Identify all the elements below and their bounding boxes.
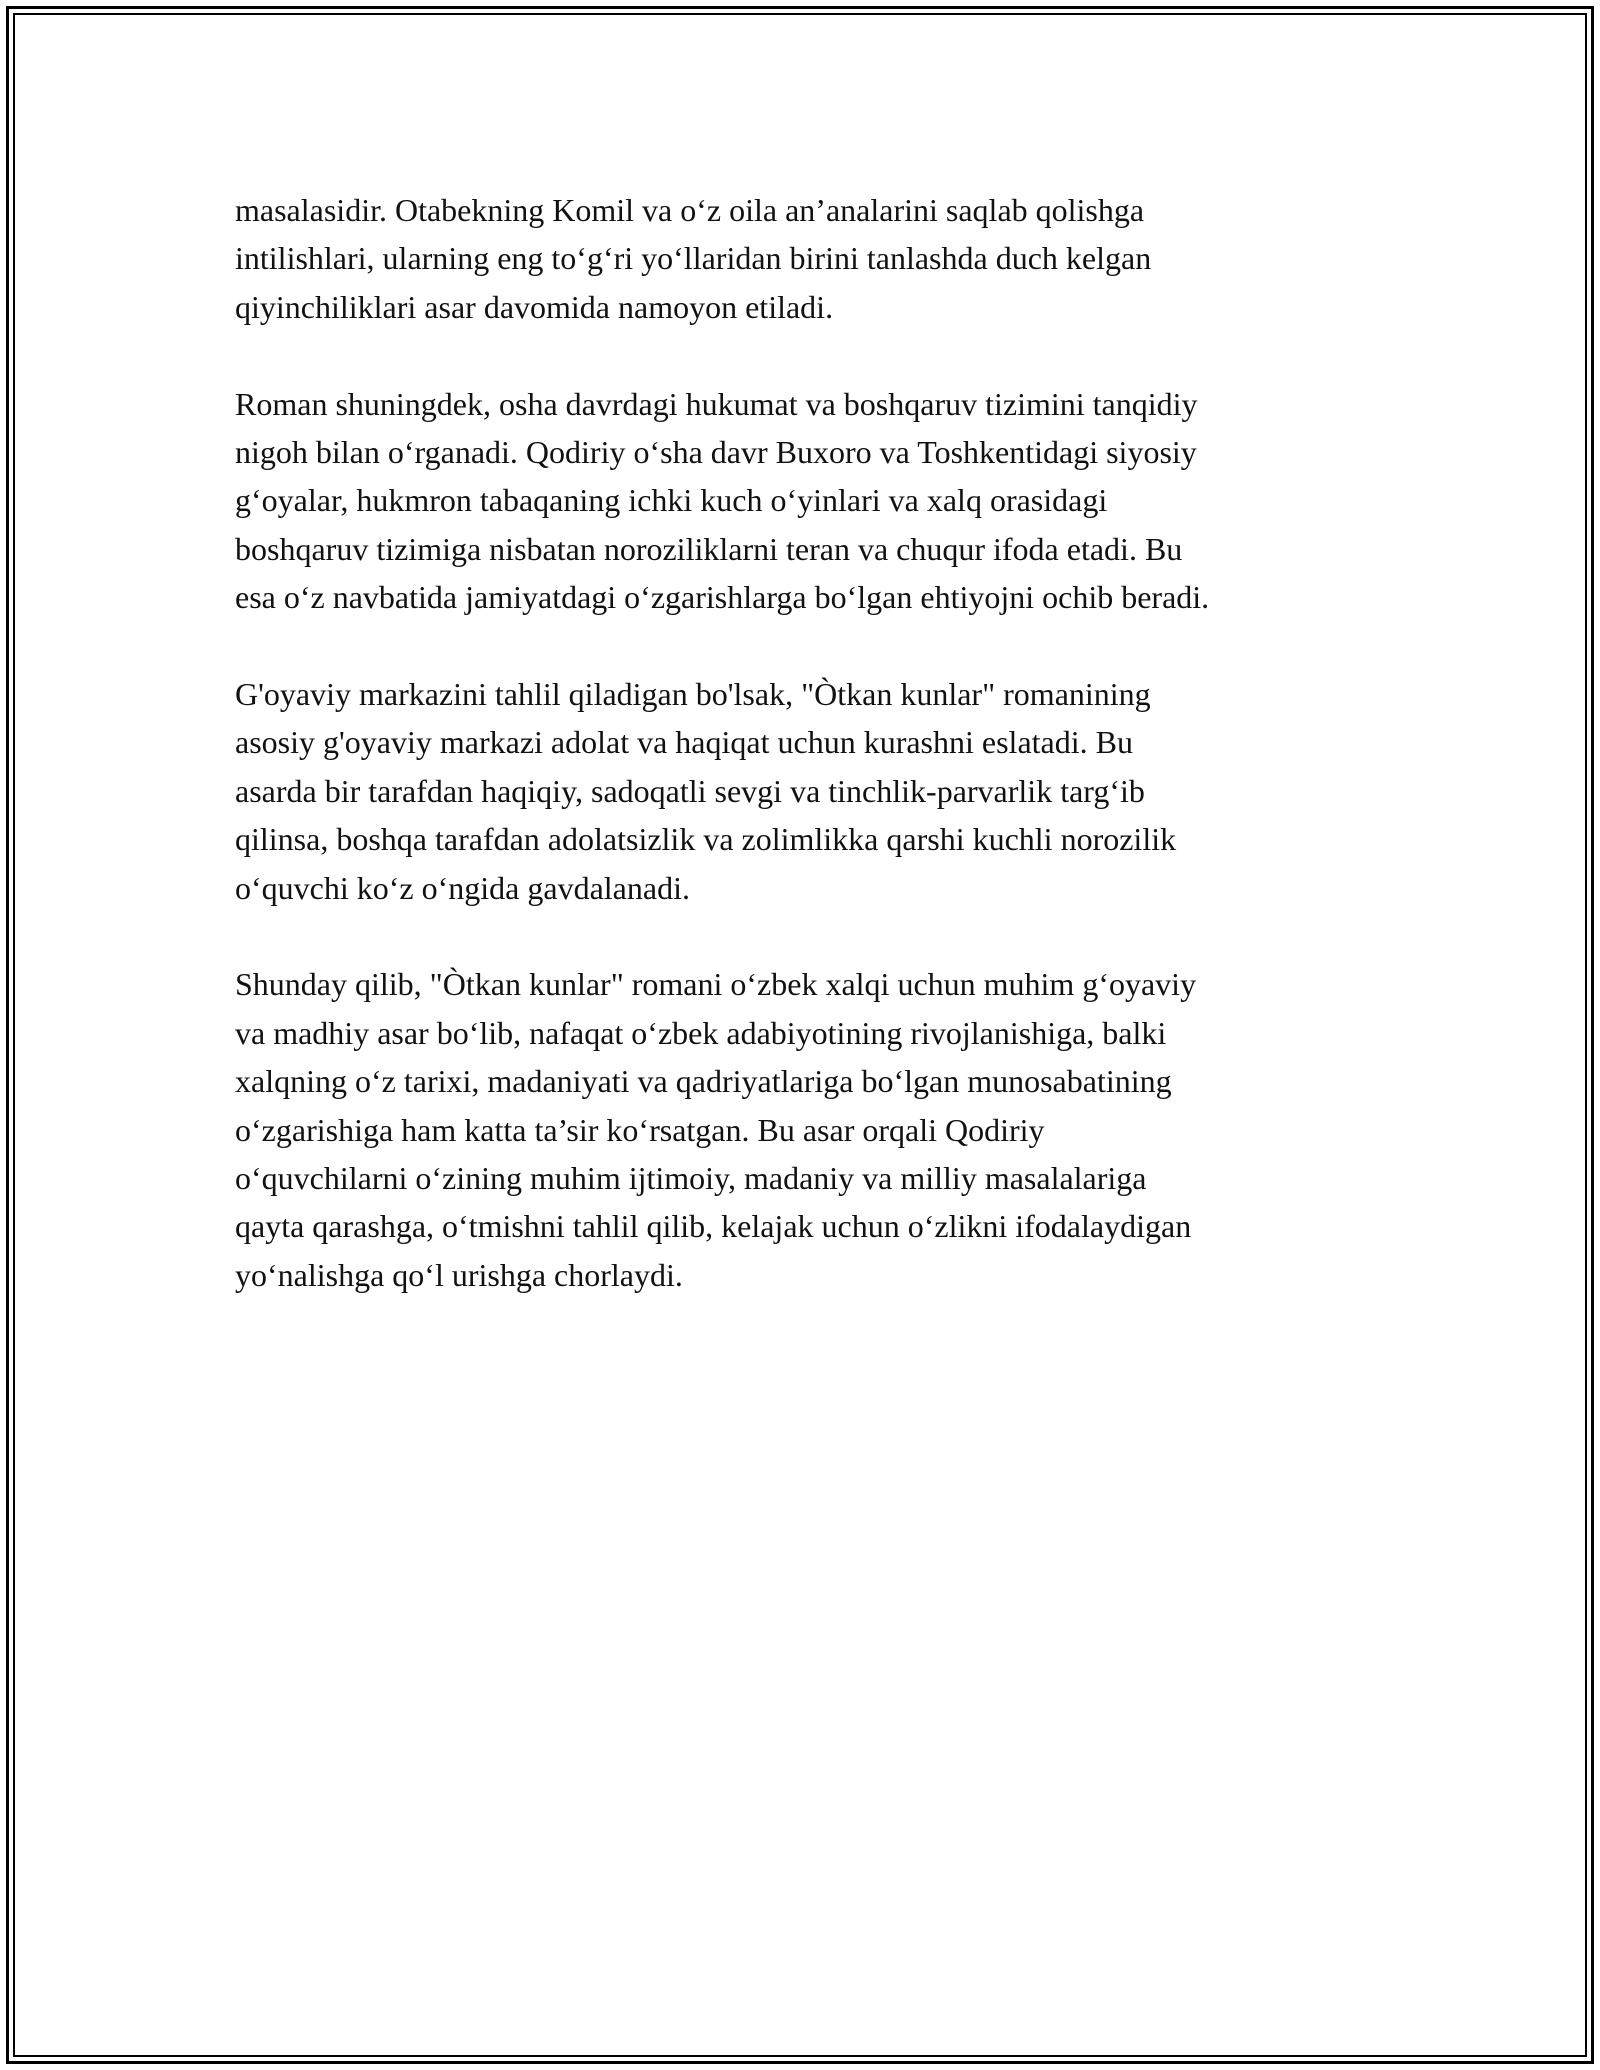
paragraph-line: xalqning o‘z tarixi, madaniyati va qadriyatlariga bo‘lgan munosabatining <box>235 1063 1172 1100</box>
paragraph-line: nigoh bilan o‘rganadi. Qodiriy o‘sha davr Buxoro va Toshkentidagi siyosiy <box>235 434 1197 471</box>
paragraph-line: G'oyaviy markazini tahlil qiladigan bo'lsak, "Òtkan kunlar" romanining <box>235 676 1151 713</box>
paragraph-line: o‘quvchi ko‘z o‘ngida gavdalanadi. <box>235 869 690 906</box>
paragraph-line: asosiy g'oyaviy markazi adolat va haqiqat uchun kurashni eslatadi. Bu <box>235 724 1133 761</box>
paragraph-line: o‘quvchilarni o‘zining muhim ijtimoiy, madaniy va milliy masalalariga <box>235 1160 1147 1197</box>
paragraph-line: va madhiy asar bo‘lib, nafaqat o‘zbek adabiyotining rivojlanishiga, balki <box>235 1014 1167 1051</box>
paragraph-3 <box>235 670 1375 912</box>
paragraph-line: masalasidir. Otabekning Komil va o‘z oila an’analarini saqlab qolishga <box>235 192 1145 228</box>
paragraph-2 <box>235 380 1375 622</box>
paragraph-line: g‘oyalar, hukmron tabaqaning ichki kuch o‘yinlari va xalq orasidagi <box>235 482 1108 519</box>
paragraph-line: qiyinchiliklari asar davomida namoyon etiladi. <box>235 288 834 325</box>
paragraph-line: Roman shuningdek, osha davrdagi hukumat va boshqaruv tizimini tanqidiy <box>235 385 1198 422</box>
paragraph-line: qilinsa, boshqa tarafdan adolatsizlik va zolimlikka qarshi kuchli norozilik <box>235 821 1177 858</box>
paragraph-line: intilishlari, ularning eng to‘g‘ri yo‘llaridan birini tanlashda duch kelgan <box>235 240 1152 277</box>
paragraph-line: asarda bir tarafdan haqiqiy, sadoqatli sevgi va tinchlik-parvarlik targ‘ib <box>235 772 1145 809</box>
document-body <box>235 186 1375 1299</box>
paragraph-line: o‘zgarishiga ham katta ta’sir ko‘rsatgan. Bu asar orqali Qodiriy <box>235 1111 1045 1148</box>
paragraph-line: esa o‘z navbatida jamiyatdagi o‘zgarishlarga bo‘lgan ehtiyojni ochib beradi. <box>235 579 1210 616</box>
paragraph-4 <box>235 960 1375 1299</box>
paragraph-line: boshqaruv tizimiga nisbatan noroziliklarni teran va chuqur ifoda etadi. Bu <box>235 530 1183 567</box>
paragraph-line: yo‘nalishga qo‘l urishga chorlaydi. <box>235 1256 683 1293</box>
paragraph-line: qayta qarashga, o‘tmishni tahlil qilib, kelajak uchun o‘zlikni ifodalaydigan <box>235 1208 1192 1245</box>
paragraph-1 <box>235 186 1375 331</box>
paragraph-line: Shunday qilib, "Òtkan kunlar" romani o‘zbek xalqi uchun muhim g‘oyaviy <box>235 966 1197 1003</box>
